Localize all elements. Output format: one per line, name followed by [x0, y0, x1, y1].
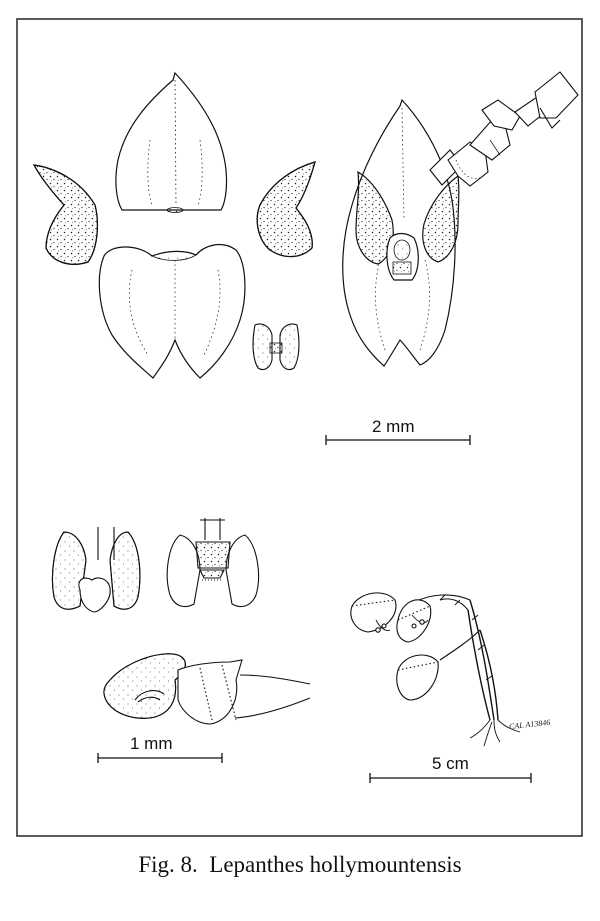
- column-side-view: [104, 654, 310, 724]
- lip-front-view: [52, 527, 139, 612]
- right-petal: [257, 162, 315, 257]
- species-name: Lepanthes hollymountensis: [209, 852, 462, 877]
- figure-caption: [0, 852, 600, 878]
- lip-back-view: [167, 518, 258, 607]
- scale-label-2mm: 2 mm: [372, 417, 415, 436]
- figure-number: Fig. 8.: [138, 852, 198, 877]
- inflorescence-rachis: [430, 72, 578, 186]
- lip-detail-small: [253, 324, 299, 370]
- whole-flower: [343, 100, 459, 366]
- scale-bar-5cm: [370, 773, 531, 783]
- scale-bar-1mm: [98, 753, 222, 763]
- dorsal-sepal: [116, 73, 227, 213]
- left-petal: [34, 165, 97, 264]
- lateral-sepals: [99, 245, 245, 378]
- scale-label-1mm: 1 mm: [130, 734, 173, 753]
- scale-label-5cm: 5 cm: [432, 754, 469, 773]
- plant-habit: [351, 593, 520, 746]
- collector-number: CAL A13846: [508, 717, 551, 732]
